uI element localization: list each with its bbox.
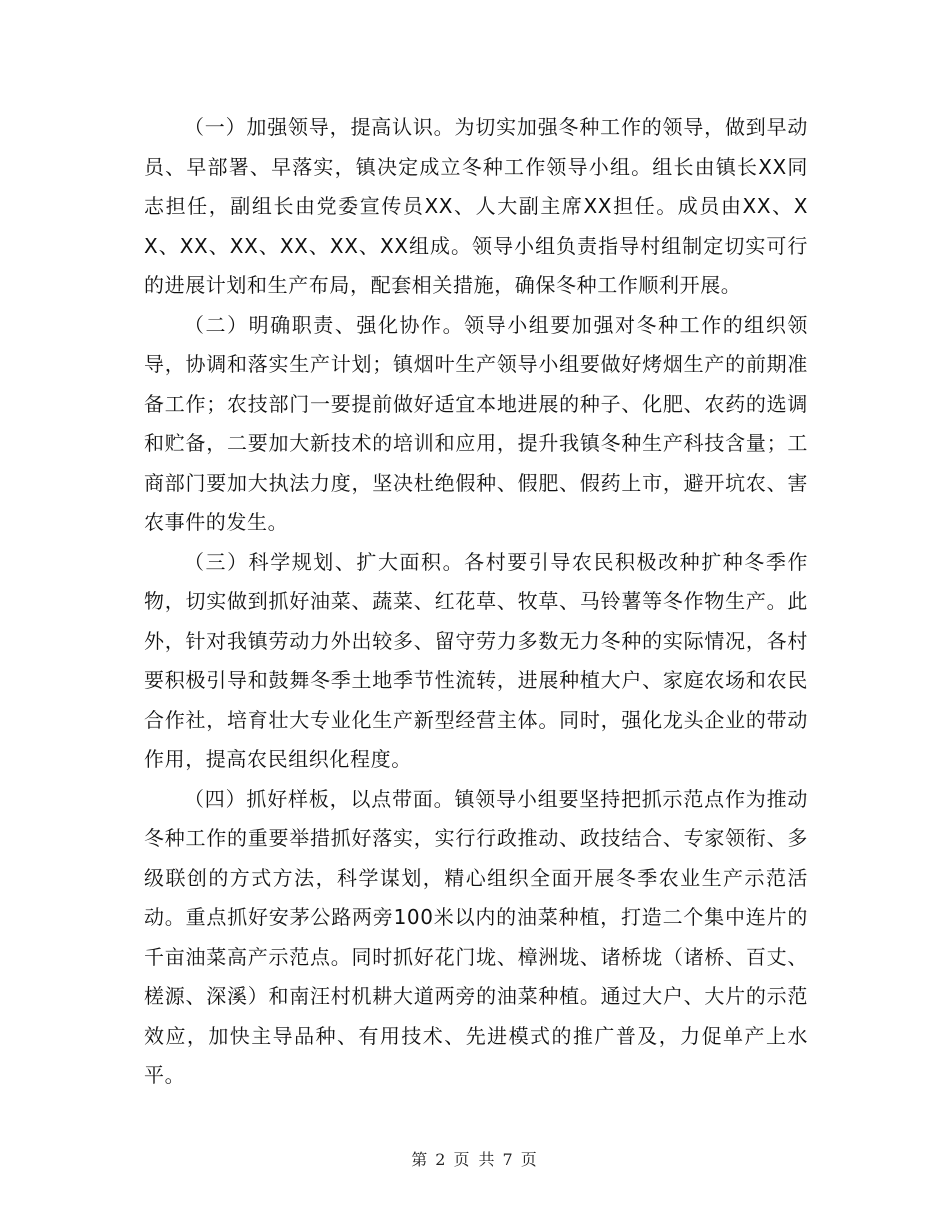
current-page-number: 2: [435, 1150, 448, 1169]
paragraph-3: （三）科学规划、扩大面积。各村要引导农民积极改种扩种冬季作物，切实做到抓好油菜、蔬菜、红花草、牧草、马铃薯等冬作物生产。此外，针对我镇劳动力外出较多、留守劳力多数无力冬种的实际情况，各村要积极引导和鼓舞冬季土地季节性流转，进展种植大户、家庭农场和农民合作社，培育壮大专业化生产新型经营主体。同时，强化龙头企业的带动作用，提高农民组织化程度。: [144, 549, 808, 771]
page-footer: [0, 1147, 950, 1170]
footer-label-of: 页 共: [453, 1150, 497, 1169]
document-body: [144, 108, 808, 1096]
footer-label-page: 第: [411, 1150, 430, 1169]
paragraph-2: （二）明确职责、强化协作。领导小组要加强对冬种工作的组织领导，协调和落实生产计划；镇烟叶生产领导小组要做好烤烟生产的前期准备工作；农技部门一要提前做好适宜本地进展的种子、化肥、农药的选调和贮备，二要加大新技术的培训和应用，提升我镇冬种生产科技含量；工商部门要加大执法力度，坚决杜绝假种、假肥、假药上市，避开坑农、害农事件的发生。: [144, 312, 808, 534]
total-page-count: 7: [502, 1150, 515, 1169]
paragraph-1: （一）加强领导，提高认识。为切实加强冬种工作的领导，做到早动员、早部署、早落实，镇决定成立冬种工作领导小组。组长由镇长XX同志担任，副组长由党委宣传员XX、人大副主席XX担任。成员由XX、XX、XX、XX、XX、XX、XX组成。领导小组负责指导村组制定切实可行的进展计划和生产布局，配套相关措施，确保冬种工作顺利开展。: [144, 115, 808, 297]
paragraph-4: （四）抓好样板，以点带面。镇领导小组要坚持把抓示范点作为推动冬种工作的重要举措抓好落实，实行行政推动、政技结合、专家领衔、多级联创的方式方法，科学谋划，精心组织全面开展冬季农业生产示范活动。重点抓好安茅公路两旁100米以内的油菜种植，打造二个集中连片的千亩油菜高产示范点。同时抓好花门垅、樟洲垅、诸桥垅（诸桥、百丈、槎源、深溪）和南汪村机耕大道两旁的油菜种植。通过大户、大片的示范效应，加快主导品种、有用技术、先进模式的推广普及，力促单产上水平。: [144, 786, 808, 1087]
footer-label-pages: 页: [520, 1150, 539, 1169]
